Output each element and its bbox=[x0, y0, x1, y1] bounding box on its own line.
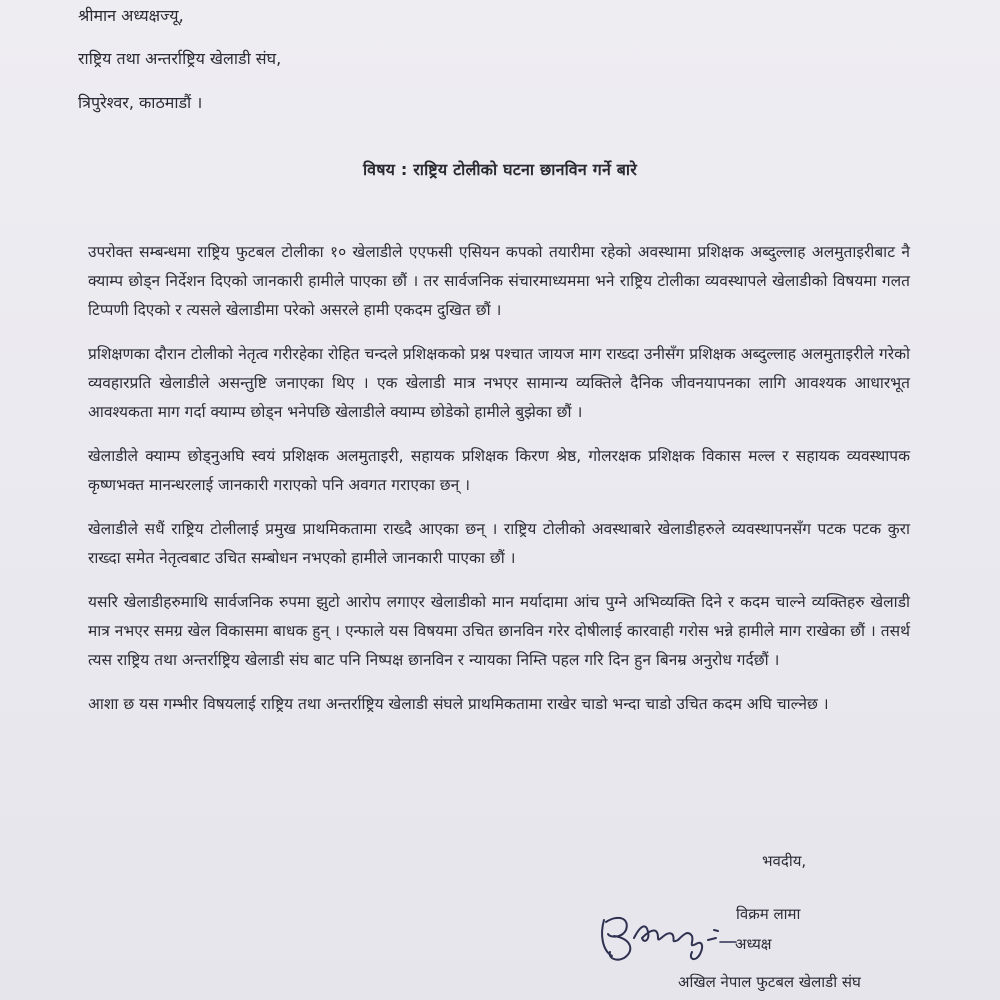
recipient-salutation: श्रीमान अध्यक्षज्यू, bbox=[78, 6, 184, 25]
recipient-organization: राष्ट्रिय तथा अन्तर्राष्ट्रिय खेलाडी संघ, bbox=[78, 49, 282, 68]
closing-word: भवदीय, bbox=[762, 852, 807, 870]
signer-organization: अखिल नेपाल फुटबल खेलाडी संघ bbox=[678, 973, 861, 991]
body-paragraph-4: खेलाडीले सधैं राष्ट्रिय टोलीलाई प्रमुख प्राथमिकतामा राख्दै आएका छन् । राष्ट्रिय टोलीको अवस्थाबारे खेलाडीहरुले व्यवस्थापनसँग पटक पटक कुरा राख्दा समेत नेतृत्वबाट उचित सम्बोधन नभएको हामीले जानकारी पाएका छौं । bbox=[88, 520, 910, 567]
body-paragraph-2: प्रशिक्षणका दौरान टोलीको नेतृत्व गरीरहेका रोहित चन्दले प्रशिक्षकको प्रश्न पश्चात जायज माग राख्दा उनीसँग प्रशिक्षक अब्दुल्लाह अलमुताइरीले गरेको व्यवहारप्रति खेलाडीले असन्तुष्टि जनाएका थिए । एक खेलाडी मात्र नभएर सामान्य व्यक्तिले दैनिक जीवनयापनका लागि आवश्यक आधारभूत आवश्यकता माग गर्दा क्याम्प छोड्न भनेपछि खेलाडीले क्याम्प छोडेको हामीले बुझेका छौं । bbox=[88, 345, 910, 421]
body-paragraph-5: यसरि खेलाडीहरुमाथि सार्वजनिक रुपमा झुटो आरोप लगाएर खेलाडीको मान मर्यादामा आंच पुग्ने अभिव्यक्ति दिने र कदम चाल्ने व्यक्तिहरु खेलाडी मात्र नभएर समग्र खेल विकासमा बाधक हुन् । एन्फाले यस विषयमा उचित छानविन गरेर दोषीलाई कारवाही गरोस भन्ने हामीले माग राखेका छौं । तसर्थ त्यस राष्ट्रिय तथा अन्तर्राष्ट्रिय खेलाडी संघ बाट पनि निष्पक्ष छानविन र न्यायका निम्ति पहल गरि दिन हुन बिनम्र अनुरोध गर्दछौं । bbox=[88, 593, 910, 669]
body-paragraph-6: आशा छ यस गम्भीर विषयलाई राष्ट्रिय तथा अन्तर्राष्ट्रिय खेलाडी संघले प्राथमिकतामा राखेर चाडो भन्दा चाडो उचित कदम अघि चाल्नेछ । bbox=[88, 695, 829, 713]
signer-name: विक्रम लामा bbox=[736, 905, 801, 923]
body-paragraph-1: उपरोक्त सम्बन्धमा राष्ट्रिय फुटबल टोलीका १० खेलाडीले एएफसी एसियन कपको तयारीमा रहेको अवस्थामा प्रशिक्षक अब्दुल्लाह अलमुताइरीबाट नै क्याम्प छोड्न निर्देशन दिएको जानकारी हामीले पाएका छौं । तर सार्वजनिक संचारमाध्यममा भने राष्ट्रिय टोलीका व्यवस्थापले खेलाडीको विषयमा गलत टिप्पणी दिएको र त्यसले खेलाडीमा परेको असरले हामी एकदम दुखित छौं । bbox=[88, 243, 910, 319]
recipient-location: त्रिपुरेश्वर, काठमाडौं । bbox=[78, 93, 203, 112]
signer-title: अध्यक्ष bbox=[735, 935, 772, 953]
letter-body bbox=[88, 238, 910, 734]
letter-subject: विषय : राष्ट्रिय टोलीको घटना छानविन गर्ने बारे bbox=[362, 160, 638, 179]
body-paragraph-3: खेलाडीले क्याम्प छोड्नुअघि स्वयं प्रशिक्षक अलमुताइरी, सहायक प्रशिक्षक किरण श्रेष्ठ, गोलरक्षक प्रशिक्षक विकास मल्ल र सहायक व्यवस्थापक कृष्णभक्त मानन्धरलाई जानकारी गराएको पनि अवगत गराएका छन् । bbox=[88, 447, 910, 494]
handwritten-signature bbox=[596, 900, 746, 966]
